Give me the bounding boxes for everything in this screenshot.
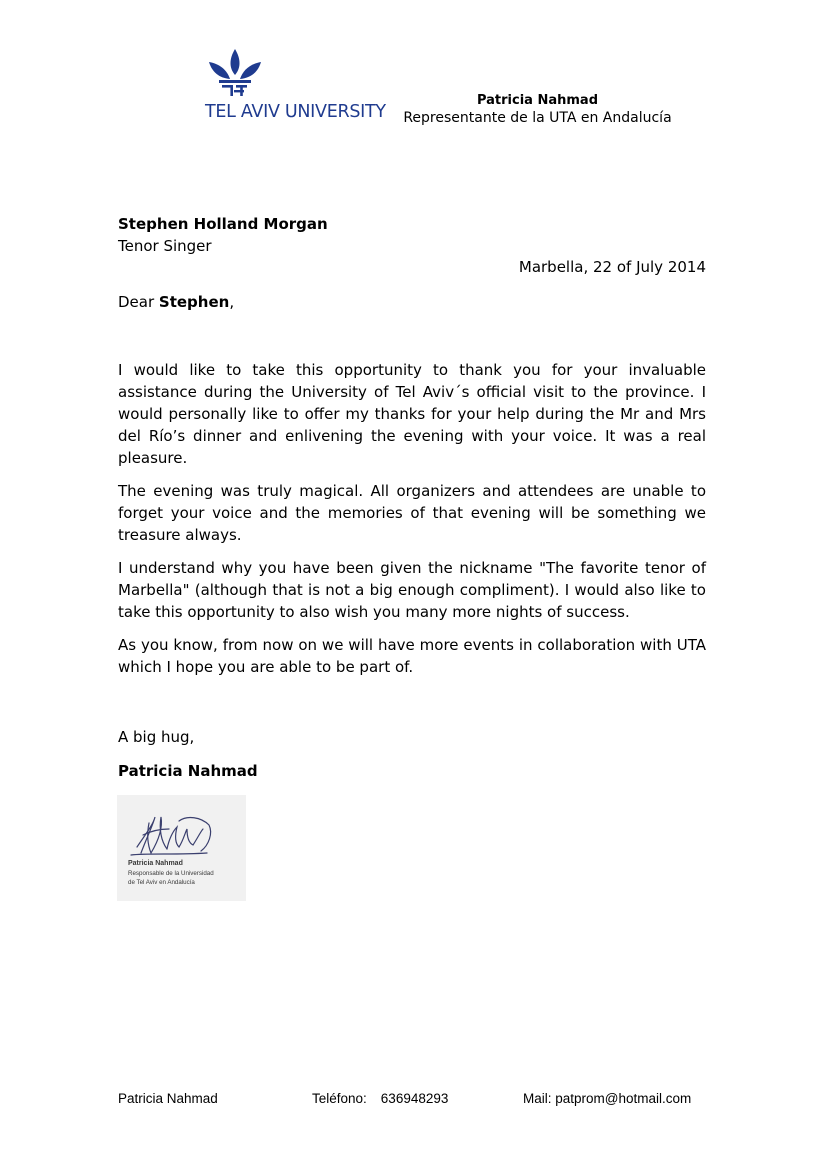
footer-phone-label: Teléfono: [312, 1091, 367, 1106]
footer-phone-number: 636948293 [380, 1091, 449, 1106]
letter-body [118, 359, 706, 689]
footer-mail: Mail: patprom@hotmail.com [523, 1091, 692, 1106]
salutation [118, 293, 234, 311]
paragraph: I would like to take this opportunity to thank you for your invaluable assistance during the University of Tel Aviv´s official visit to the province. I would personally like to offer my thanks for your help during the Mr and Mrs del Río’s dinner and enlivening the evening with your voice. It was a real pleasure. [118, 361, 706, 467]
paragraph: I understand why you have been given the nickname "The favorite tenor of Marbella" (although that is not a big enough compliment). I would also like to take this opportunity to also wish you many more nights of success. [118, 559, 706, 621]
stamp-line-1: Responsable de la Universidad [128, 870, 214, 877]
logo-text: TEL AVIV UNIVERSITY [205, 102, 386, 122]
footer-phone [312, 1091, 448, 1106]
footer-name: Patricia Nahmad [118, 1091, 218, 1106]
stamp-line-2: de Tel Aviv en Andalucía [128, 879, 195, 886]
signature-stamp [117, 795, 246, 901]
recipient-title: Tenor Singer [118, 237, 212, 255]
date-line: Marbella, 22 of July 2014 [518, 258, 706, 276]
stamp-name: Patricia Nahmad [128, 860, 183, 867]
paragraph: As you know, from now on we will have more events in collaboration with UTA which I hope you are able to be part of. [118, 636, 706, 676]
paragraph: The evening was truly magical. All organizers and attendees are unable to forget your voice and the memories of that evening will be something we treasure always. [118, 482, 706, 544]
salutation-name: Stephen [158, 293, 230, 311]
salutation-suffix: , [229, 293, 235, 311]
signer-name: Patricia Nahmad [118, 762, 258, 780]
header-role: Representante de la UTA en Andalucía [403, 110, 672, 126]
header-name: Patricia Nahmad [476, 93, 599, 108]
salutation-prefix: Dear [118, 293, 159, 311]
closing: A big hug, [118, 728, 195, 746]
recipient-name: Stephen Holland Morgan [118, 215, 328, 233]
signature-image [117, 795, 246, 901]
university-logo [205, 46, 386, 128]
menorah-icon [205, 46, 351, 104]
